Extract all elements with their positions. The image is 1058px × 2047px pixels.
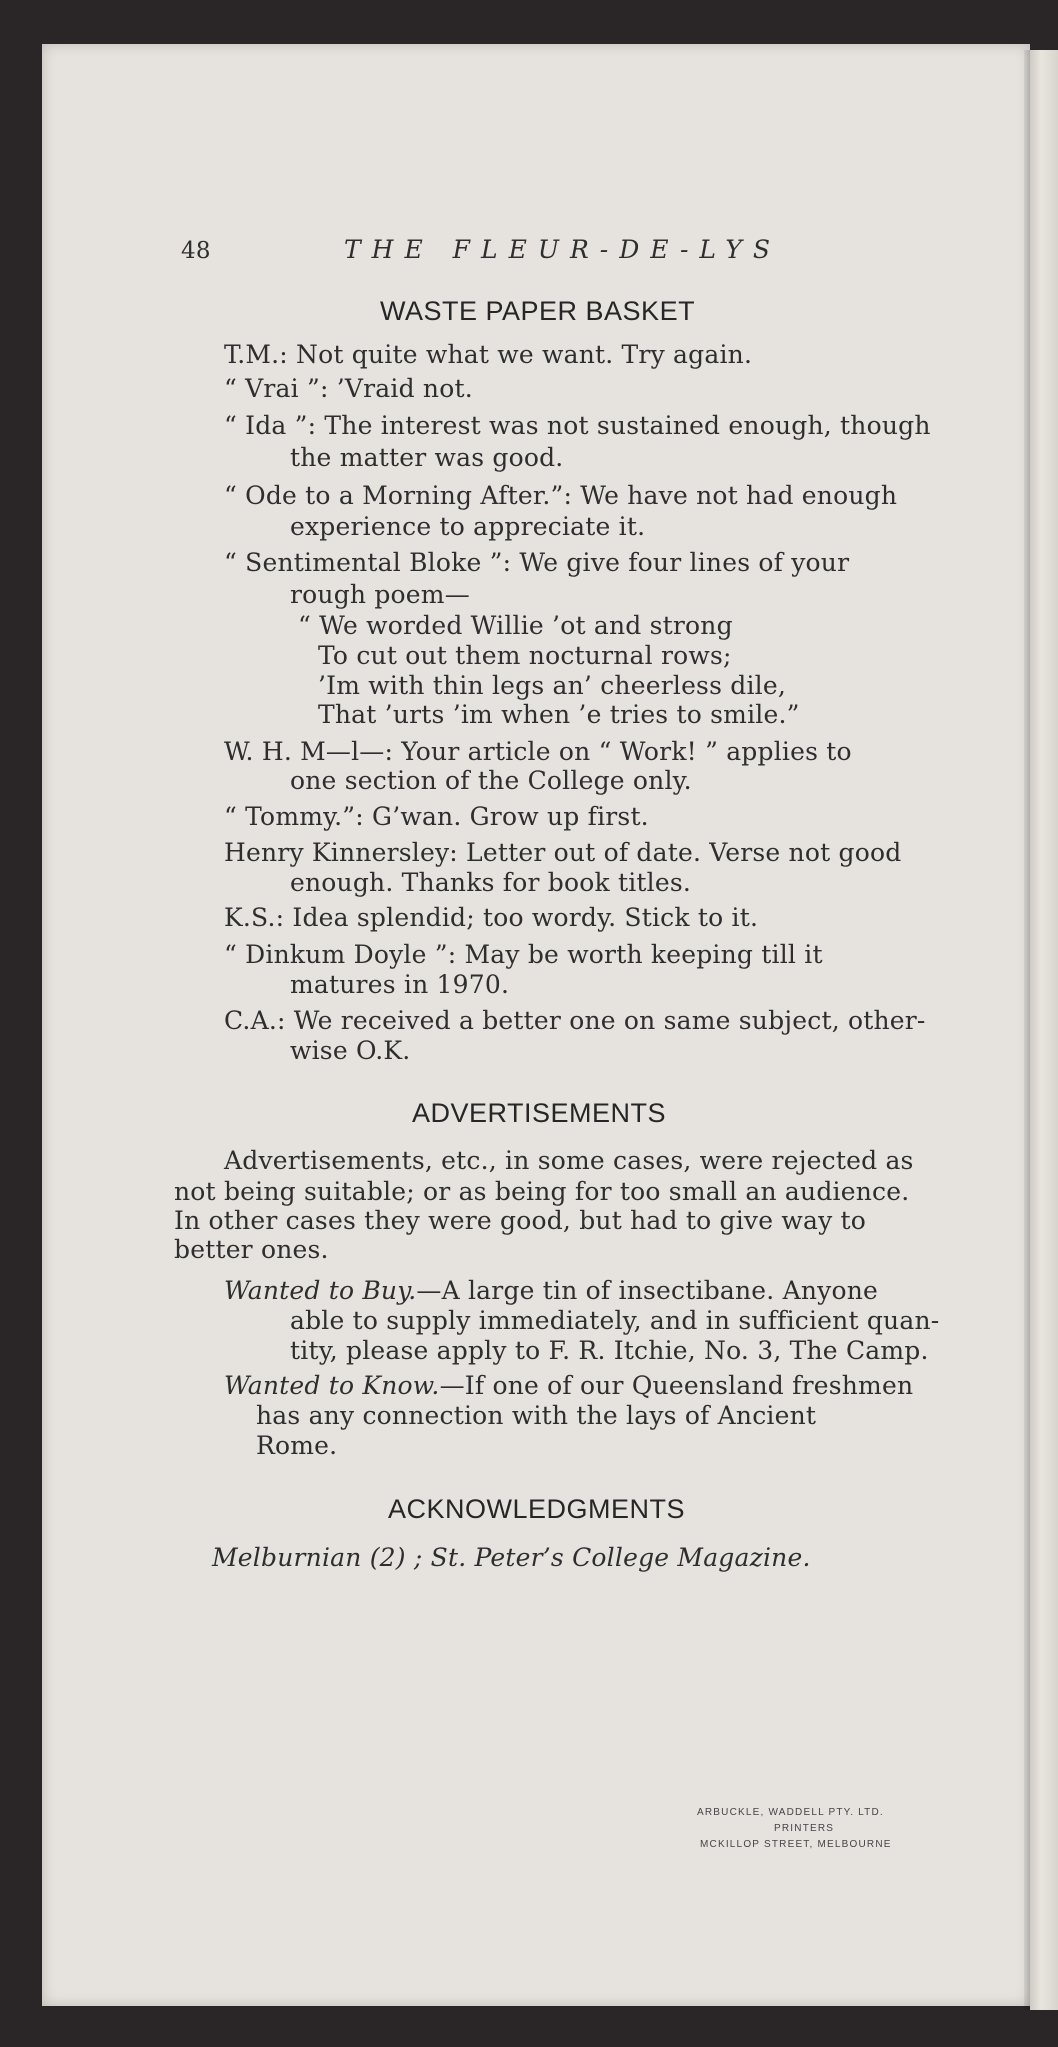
entry-line: “ Vrai ”: ’Vraid not. — [224, 374, 473, 403]
paragraph-line: In other cases they were good, but had to give way to — [174, 1206, 867, 1235]
poem-line: To cut out them nocturnal rows; — [318, 641, 732, 670]
paragraph-line: not being suitable; or as being for too small an audience. — [174, 1177, 910, 1206]
wanted-to-buy-text: —A large tin of insectibane. Anyone — [416, 1276, 879, 1305]
entry-line-continued: able to supply immediately, and in sufficient quan- — [290, 1306, 940, 1335]
entry-line-continued: matures in 1970. — [290, 970, 510, 999]
entry-line-continued: one section of the College only. — [290, 766, 692, 795]
entry-line: “ Sentimental Bloke ”: We give four lines of your — [224, 548, 850, 577]
wanted-to-buy-label: Wanted to Buy. — [224, 1276, 417, 1305]
wanted-to-know-label: Wanted to Know. — [224, 1371, 440, 1400]
entry-line: K.S.: Idea splendid; too wordy. Stick to it. — [224, 903, 759, 932]
entry-line-continued: tity, please apply to F. R. Itchie, No. 3, The Camp. — [290, 1336, 929, 1365]
entry-line-continued: the matter was good. — [290, 443, 564, 472]
running-title: THE FLEUR-DE-LYS — [344, 235, 782, 264]
entry-line-continued: enough. Thanks for book titles. — [290, 868, 692, 897]
entry-line-continued: rough poem— — [290, 580, 470, 609]
entry-line: “ Ode to a Morning After.”: We have not had enough — [224, 481, 898, 510]
wanted-to-know-text: —If one of our Queensland freshmen — [439, 1371, 914, 1400]
entry-line: Henry Kinnersley: Letter out of date. Verse not good — [224, 838, 902, 867]
poem-line: ’Im with thin legs an’ cheerless dile, — [318, 671, 787, 700]
entry-line: “ Dinkum Doyle ”: May be worth keeping till it — [224, 940, 823, 969]
section-heading-waste-paper-basket: WASTE PAPER BASKET — [380, 296, 696, 326]
entry-line: C.A.: We received a better one on same subject, other- — [224, 1006, 926, 1035]
section-heading-advertisements: ADVERTISEMENTS — [412, 1098, 667, 1128]
wanted-to-know-line — [224, 1371, 913, 1400]
entry-line: W. H. M—l—: Your article on “ Work! ” applies to — [224, 737, 852, 766]
entry-line-continued: Rome. — [256, 1431, 338, 1460]
entry-line: “ Tommy.”: G’wan. Grow up first. — [224, 802, 649, 831]
poem-line: That ’urts ’im when ’e tries to smile.” — [318, 700, 800, 729]
paragraph-line: better ones. — [174, 1235, 329, 1264]
entry-line-continued: wise O.K. — [290, 1036, 411, 1065]
paragraph-line: Advertisements, etc., in some cases, were rejected as — [224, 1146, 914, 1175]
next-page-edge — [1030, 50, 1058, 2010]
section-heading-acknowledgments: ACKNOWLEDGMENTS — [388, 1494, 686, 1524]
printer-label: PRINTERS — [774, 1823, 835, 1834]
poem-line: “ We worded Willie ’ot and strong — [298, 611, 733, 640]
page-number: 48 — [181, 238, 211, 264]
printer-name: ARBUCKLE, WADDELL PTY. LTD. — [697, 1807, 884, 1818]
wanted-to-buy-line — [224, 1276, 878, 1305]
entry-line: T.M.: Not quite what we want. Try again. — [224, 340, 753, 369]
entry-line: “ Ida ”: The interest was not sustained enough, though — [224, 411, 931, 440]
acknowledgments-text: Melburnian (2) ; St. Peter’s College Magazine. — [212, 1543, 811, 1572]
entry-line-continued: experience to appreciate it. — [290, 512, 646, 541]
entry-line-continued: has any connection with the lays of Ancient — [256, 1401, 817, 1430]
printer-address: MCKILLOP STREET, MELBOURNE — [700, 1839, 892, 1850]
